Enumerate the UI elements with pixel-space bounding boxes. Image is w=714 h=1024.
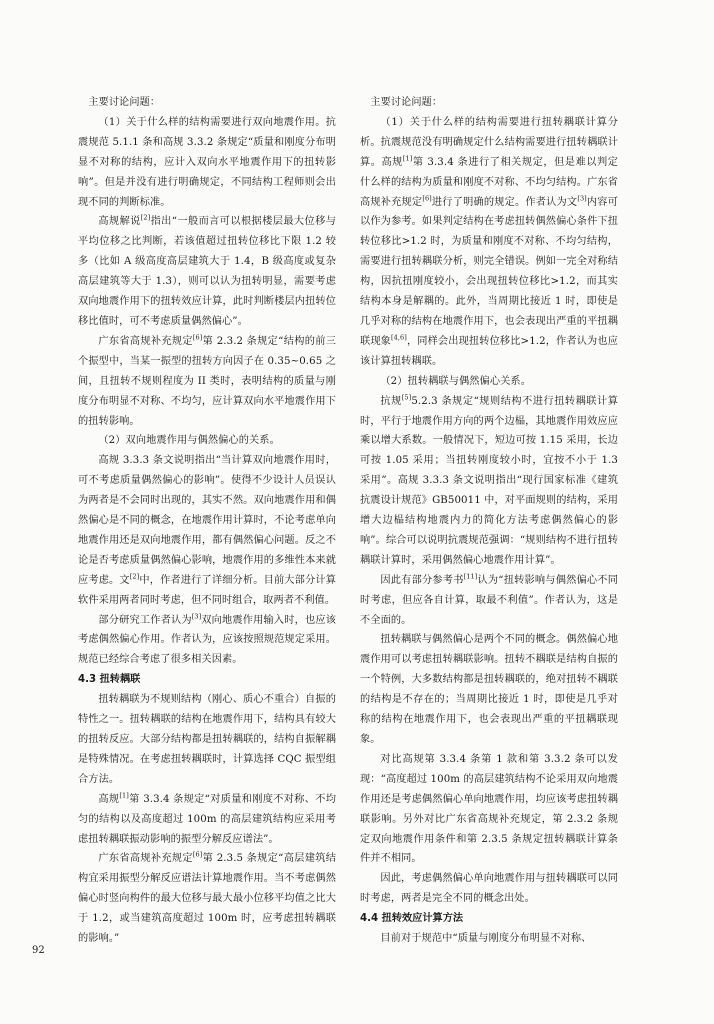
citation-ref: [6] <box>192 851 203 860</box>
text-segment: 高规 <box>98 793 120 805</box>
citation-ref: [5] <box>401 393 412 402</box>
citation-ref: [2] <box>140 214 151 223</box>
section-heading-4-4: 4.4 扭转效应计算方法 <box>360 913 464 925</box>
right-paragraph-comparison: 对比高规第 3.3.4 条第 1 款和第 3.3.2 条可以发现：“高度超过 100m 的高层建筑结构不论采用双向地震作用还是考虑偶然偏心单向地震作用，均应该考虑扭转耦联影响。另外对比广东省高规补充规定，第 2.3.2 条规定双向地震作用条件和第 2.3.5 条规定扭转耦联计算条件并不相同。 <box>360 753 618 865</box>
left-paragraph-torsion-coupling: 扭转耦联为不规则结构（刚心、质心不重合）自振的特性之一。扭转耦联的结构在地震作用下，结构具有较大的扭转反应。大部分结构都是扭转耦联的，结构自振解耦是特殊情况。在考虑扭转耦联时，计算选择 CQC 振型组合方法。 <box>78 694 336 785</box>
text-segment: 广东省高规补充规定 <box>98 853 193 865</box>
left-paragraph-334 <box>78 790 336 850</box>
right-question-1 <box>360 113 618 372</box>
text-segment: 进行了明确的规定。作者认为文 <box>431 196 578 208</box>
text-segment: 中，作者进行了详细分析。目前大部分计算软件采用两者同时考虑，但不同时组合，取两者不利值。 <box>78 574 337 606</box>
left-paragraph-333 <box>78 451 336 610</box>
text-segment: 指出“一般而言可以根据楼层最大位移与平均位移之比判断，若该值超过扭转位移比下限 1.2 较多（比如 A 级高度高层建筑大于 1.4，B 级高度或复杂高层建筑等大于 1.3），则可以认为扭转明显，需要考虑双向地震作用下的扭转效应计算，此时判断楼层内扭转位移比值时，可不考虑质量偶然偏心”。 <box>78 216 336 327</box>
text-segment: 高规解说 <box>98 216 141 228</box>
citation-ref: [1] <box>119 791 129 800</box>
citation-ref: [4,6] <box>390 333 407 342</box>
citation-ref: [6] <box>422 194 432 203</box>
citation-ref: [11] <box>463 572 478 581</box>
text-segment: 部分研究工作者认为 <box>98 614 192 626</box>
citation-ref: [3] <box>191 612 202 621</box>
citation-ref: [3] <box>577 194 587 203</box>
left-paragraph-researchers <box>78 611 336 671</box>
text-segment: 第 2.3.5 条规定“高层建筑结构宜采用振型分解反应谱法计算地震作用。当不考虑偶然偏心时竖向构件的最大位移与最大最小位移平均值之比大于 1.2，或当建筑高度超过 100m 时，应考虑扭转耦联的影响。” <box>78 853 336 945</box>
section-heading-4-3: 4.3 扭转耦联 <box>78 674 141 686</box>
right-paragraph-523 <box>360 392 618 571</box>
text-segment: 因此有部分参考书 <box>380 574 464 586</box>
right-paragraph-conclusion: 因此，考虑偶然偏心单向地震作用与扭转耦联可以同时考虑，两者是完全不同的概念出处。 <box>360 873 618 905</box>
text-segment: 认为“扭转影响与偶然偏心不同时考虑，但应各自计算，取最不利值”。作者认为，这是不全面的。 <box>360 574 618 626</box>
text-segment: （1）关于什么样的结构需要进行扭转耦联计算分析。抗震规范没有明确规定什么结构需要进行扭转耦联计算。高规 <box>360 116 618 168</box>
text-segment: 抗规 <box>380 395 402 407</box>
citation-ref: [1] <box>402 154 413 163</box>
text-segment: 第 3.3.4 条规定“对质量和刚度不对称、不均匀的结构以及高度超过 100m 的高层建筑结构应采用考虑扭转耦联振动影响的振型分解反应谱法”。 <box>78 793 336 845</box>
text-segment: 高规 3.3.3 条文说明指出“当计算双向地震作用时，可不考虑质量偶然偏心的影响”。使得不少设计人员误认为两者是不会同时出现的，其实不然。双向地震作用和偶然偏心是不同的概念，在地震作用计算时，不论考虑单向地震作用还是双向地震作用，都有偶然偏心问题。反之不论是否考虑质量偶然偏心影响，地震作用的多维性本来就应考虑。文 <box>78 455 336 586</box>
left-paragraph-guangdong-232 <box>78 332 336 432</box>
left-discussion-heading: 主要讨论问题： <box>88 97 161 108</box>
citation-ref: [2] <box>129 572 140 581</box>
right-paragraph-concepts: 扭转耦联与偶然偏心是两个不同的概念。偶然偏心地震作用可以考虑扭转耦联影响。扭转不耦联是结构自振的一个特例，大多数结构都是扭转耦联的，绝对扭转不耦联的结构是不存在的；当周期比接近 1 时，即使是几乎对称的结构在地震作用下，也会表现出严重的平扭耦联现象。 <box>360 634 618 745</box>
left-paragraph-guangdong-235 <box>78 849 336 949</box>
left-column <box>78 93 337 945</box>
right-discussion-heading: 主要讨论问题： <box>370 97 443 108</box>
right-column <box>360 93 618 945</box>
left-question-2: （2）双向地震作用与偶然偏心的关系。 <box>98 435 280 447</box>
text-segment: 内容可以作为参考。如果判定结构在考虑扭转偶然偏心条件下扭转位移比>1.2 时，为质量和刚度不对称、不均匀结构，需要进行扭转耦联分析，则完全错误。例如一完全对称结构，因抗扭刚度较小，会出现扭转位移比>1.2，而其实结构本身是解耦的。此外，当周期比接近 1 时，即使是几乎对称的结构在地震作用下，也会表现出严重的平扭耦联现象 <box>360 196 618 347</box>
right-question-2: （2）扭转耦联与偶然偏心关系。 <box>380 375 531 387</box>
left-question-1: （1）关于什么样的结构需要进行双向地震作用。抗震规范 5.1.1 条和高规 3.3.2 条规定“质量和刚度分布明显不对称的结构，应计入双向水平地震作用下的扭转影响”。但是并没有进行明确规定，不同结构工程师则会出现不同的判断标准。 <box>78 116 336 208</box>
left-paragraph-gaogui-explanation <box>78 212 336 331</box>
text-segment: 5.2.3 条规定“规则结构不进行扭转耦联计算时，平行于地震作用方向的两个边榀，其地震作用效应应乘以增大系数。一般情况下，短边可按 1.15 采用，长边可按 1.05 采用；当扭转刚度较小时，宜按不小于 1.3 采用”。高规 3.3.3 条文说明指出“现行国家标准《建筑抗震设计规范》GB50011 中，对平面规则的结构，采用增大边榀结构地震内力的简化方法考虑偶然偏心的影响”。综合可以说明抗震规范强调：“规则结构不进行扭转耦联计算时，采用偶然偏心地震作用计算”。 <box>360 395 618 566</box>
text-segment: 第 2.3.2 条规定“结构的前三个振型中，当某一振型的扭转方向因子在 0.35~0.65 之间，且扭转不规则程度为 II 类时，表明结构的质量与刚度分布明显不对称、不均匀，应计算双向水平地震作用下的扭转影响。 <box>78 335 336 427</box>
citation-ref: [6] <box>192 333 203 342</box>
text-segment: 广东省高规补充规定 <box>98 335 193 347</box>
text-segment: 双向地震作用输入时，也应该考虑偶然偏心作用。作者认为，应该按照规范规定采用。规范已经综合考虑了很多相关因素。 <box>78 614 336 666</box>
text-segment: 第 3.3.4 条进行了相关规定，但是难以判定什么样的结构为质量和刚度不对称、不均匀结构。广东省高规补充规定 <box>360 156 618 208</box>
right-paragraph-last: 目前对于规范中“质量与刚度分布明显不对称、 <box>380 933 592 945</box>
right-paragraph-reference-book <box>360 571 618 631</box>
text-segment: ，同样会出现扭转位移比>1.2，作者认为也应该计算扭转耦联。 <box>360 335 618 367</box>
page-number: 92 <box>32 945 45 956</box>
